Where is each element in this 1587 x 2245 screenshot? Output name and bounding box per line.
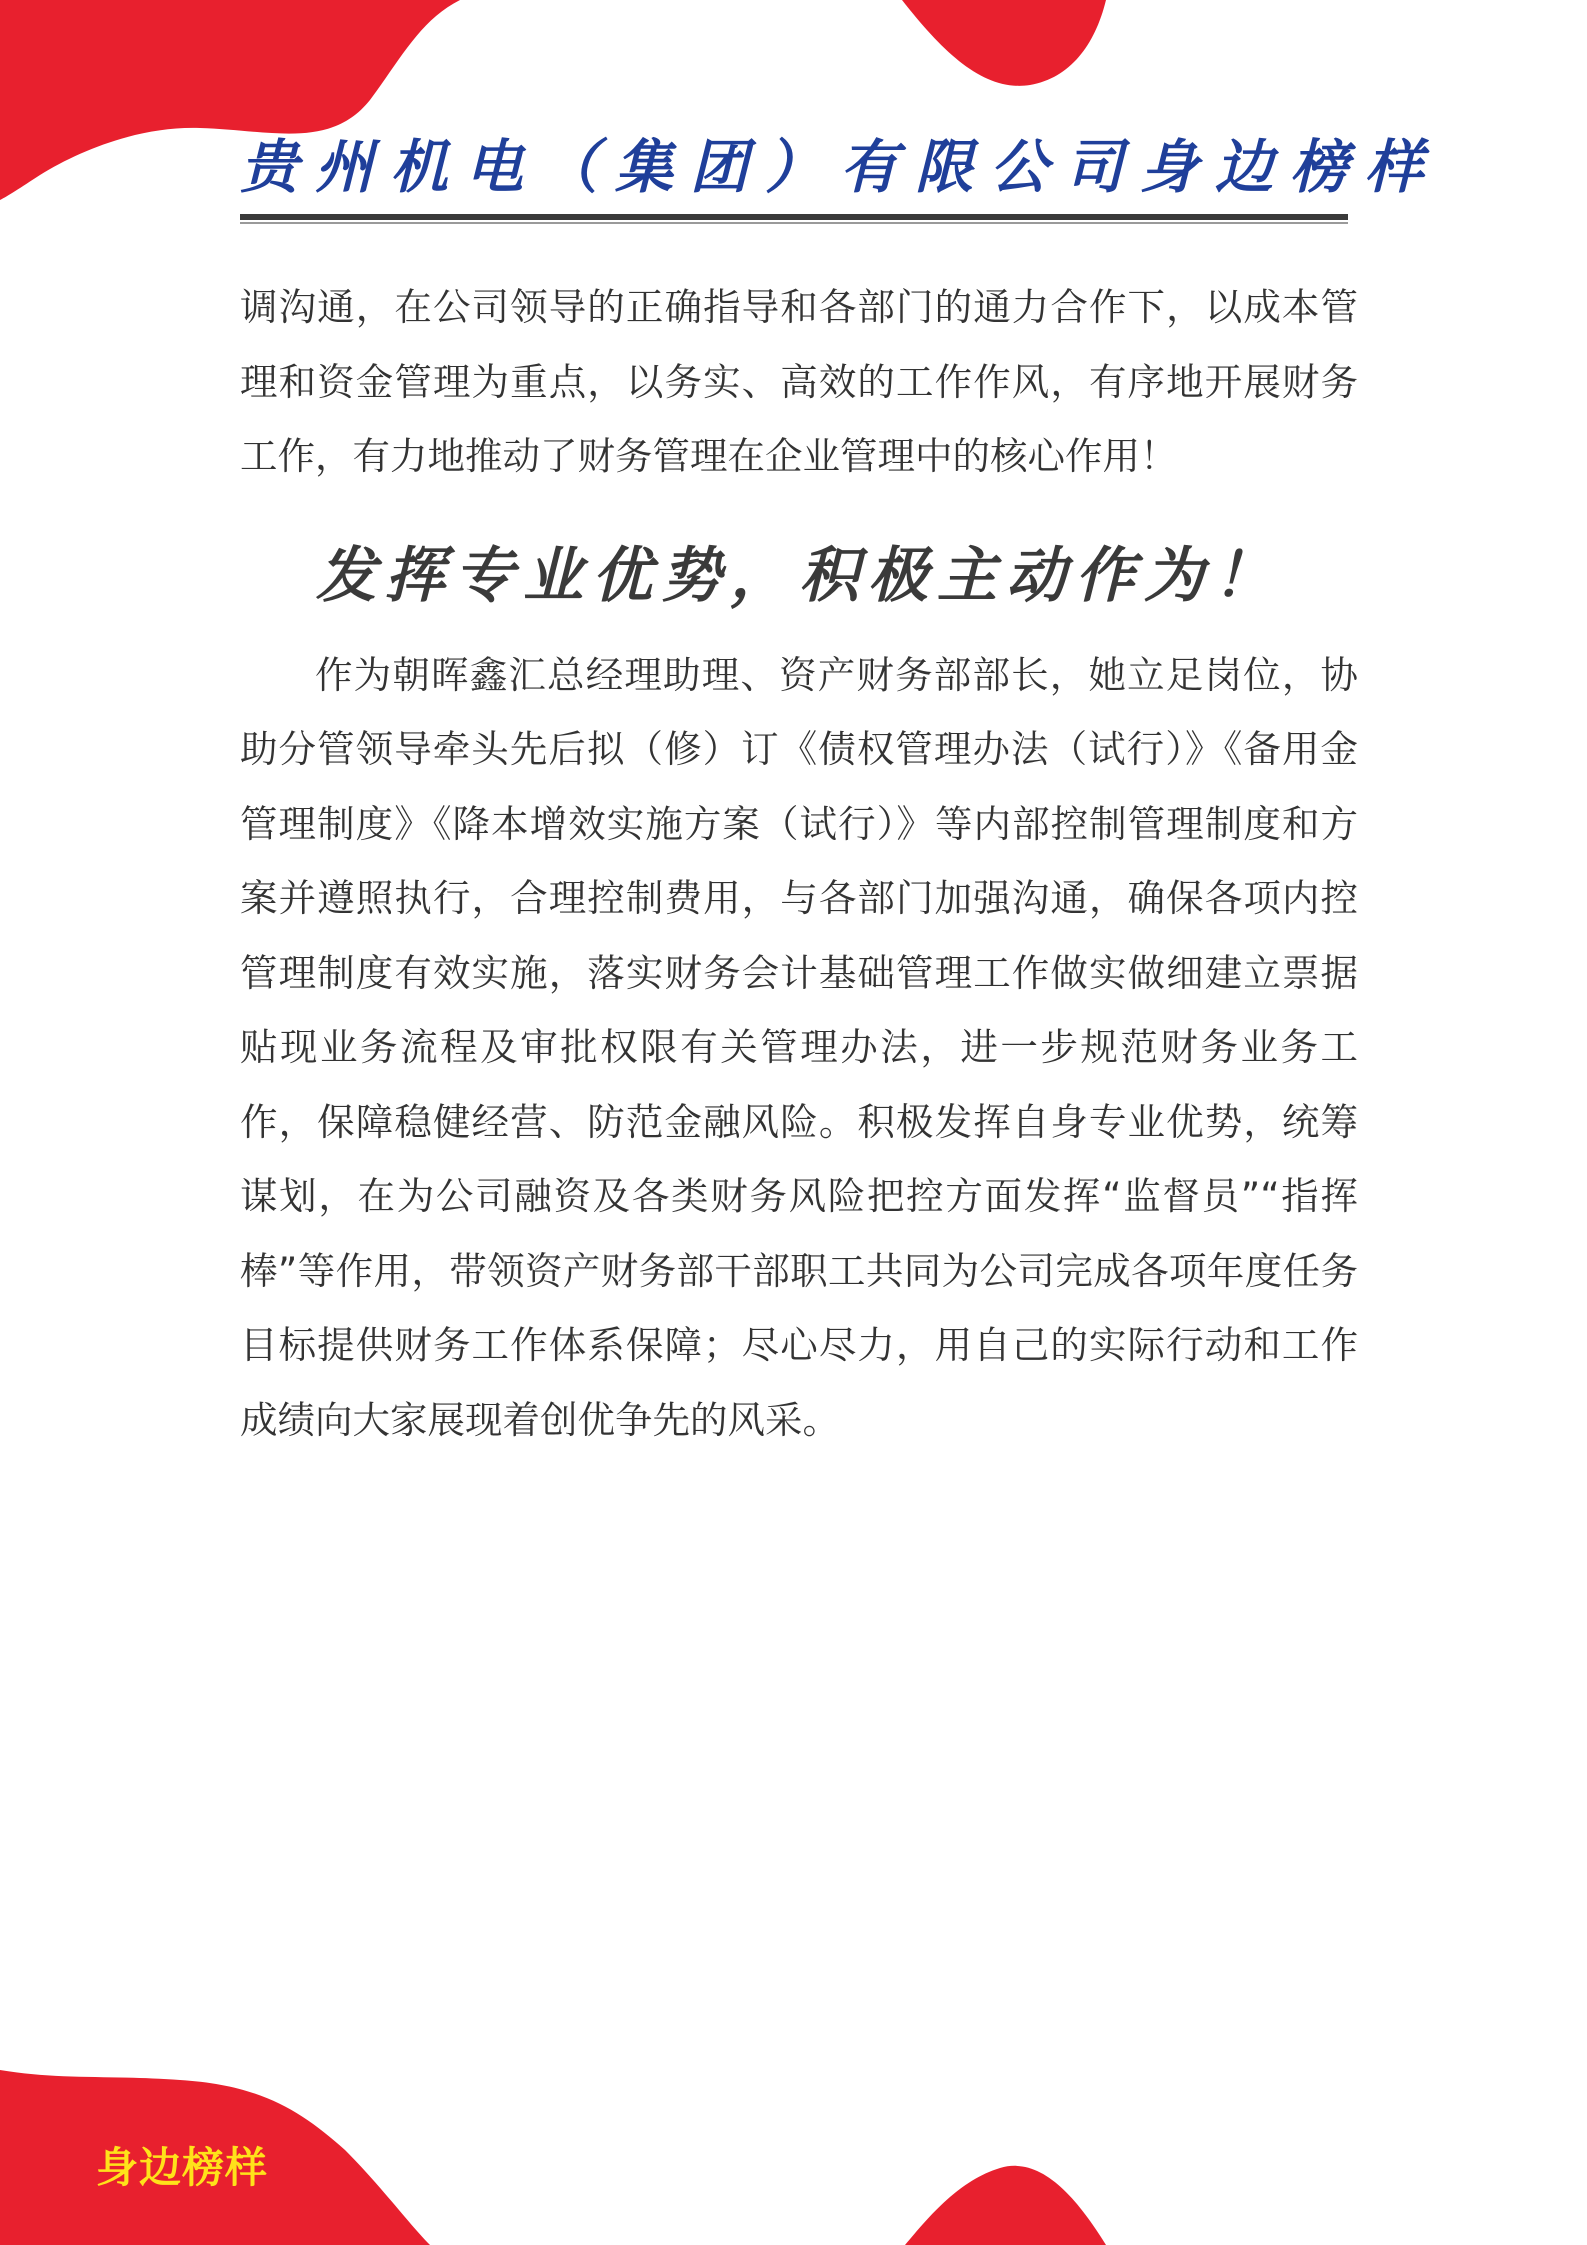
top-right-wave: [902, 0, 1106, 86]
footer-label: 身边榜样: [96, 2143, 269, 2192]
header-rule-thin: [240, 222, 1348, 224]
section-heading: 发挥专业优势，积极主动作为！: [316, 540, 1282, 611]
body-paragraph: 作为朝晖鑫汇总经理助理、资产财务部部长，她立足岗位，协助分管领导牵头先后拟（修）订《债权管理办法（试行）》《备用金管理制度》《降本增效实施方案（试行）》等内部控制管理制度和方案并遵照执行，合理控制费用，与各部门加强沟通，确保各项内控管理制度有效实施，落实财务会计基础管理工作做实做细建立票据贴现业务流程及审批权限有关管理办法，进一步规范财务业务工作，保障稳健经营、防范金融风险。积极发挥自身专业优势，统筹谋划，在为公司融资及各类财务风险把控方面发挥“监督员”“指挥棒”等作用，带领资产财务部干部职工共同为公司完成各项年度任务目标提供财务工作体系保障；尽心尽力，用自己的实际行动和工作成绩向大家展现着创优争先的风采。: [240, 652, 1358, 1442]
header-title: 贵州机电（集团）有限公司身边榜样: [240, 133, 1441, 201]
article-content: [240, 270, 1358, 1457]
intro-paragraph: 调沟通，在公司领导的正确指导和各部门的通力合作下，以成本管理和资金管理为重点，以务实、高效的工作作风，有序地开展财务工作，有力地推动了财务管理在企业管理中的核心作用！: [240, 285, 1358, 478]
bottom-right-wave: [905, 2166, 1106, 2245]
header-rule-thick: [240, 214, 1348, 220]
